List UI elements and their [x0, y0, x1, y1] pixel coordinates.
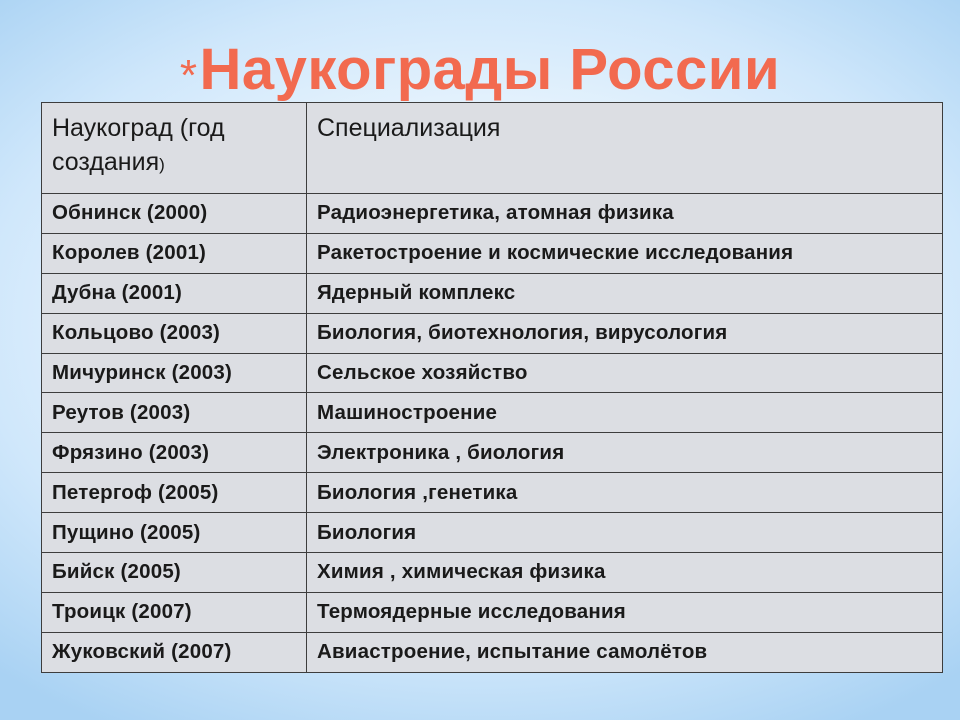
table-row	[42, 592, 943, 632]
header-city-tail: )	[159, 155, 165, 174]
spec-cell: Биология ,генетика	[307, 473, 943, 513]
table-row	[42, 194, 943, 234]
spec-cell: Биология	[307, 513, 943, 553]
spec-cell: Термоядерные исследования	[307, 592, 943, 632]
city-cell: Пущино (2005)	[42, 513, 307, 553]
table-row	[42, 513, 943, 553]
city-cell: Петергоф (2005)	[42, 473, 307, 513]
table-row	[42, 632, 943, 672]
title-text: Наукограды России	[199, 37, 781, 102]
city-cell: Королев (2001)	[42, 233, 307, 273]
city-cell: Кольцово (2003)	[42, 313, 307, 353]
header-specialization: Специализация	[307, 103, 943, 194]
table-row	[42, 433, 943, 473]
title-asterisk: *	[179, 51, 198, 100]
table-row	[42, 273, 943, 313]
city-cell: Фрязино (2003)	[42, 433, 307, 473]
spec-cell: Ракетостроение и космические исследования	[307, 233, 943, 273]
spec-cell: Радиоэнергетика, атомная физика	[307, 194, 943, 234]
spec-cell: Сельское хозяйство	[307, 353, 943, 393]
city-cell: Мичуринск (2003)	[42, 353, 307, 393]
table-row	[42, 473, 943, 513]
city-cell: Обнинск (2000)	[42, 194, 307, 234]
city-cell: Троицк (2007)	[42, 592, 307, 632]
spec-cell: Биология, биотехнология, вирусология	[307, 313, 943, 353]
city-cell: Бийск (2005)	[42, 553, 307, 593]
spec-cell: Машиностроение	[307, 393, 943, 433]
table-row	[42, 553, 943, 593]
table-row	[42, 313, 943, 353]
city-cell: Жуковский (2007)	[42, 632, 307, 672]
spec-cell: Химия , химическая физика	[307, 553, 943, 593]
spec-cell: Авиастроение, испытание самолётов	[307, 632, 943, 672]
slide-title	[0, 30, 960, 110]
city-cell: Реутов (2003)	[42, 393, 307, 433]
table-header-row	[42, 103, 943, 194]
naukograd-table	[41, 102, 943, 673]
city-cell: Дубна (2001)	[42, 273, 307, 313]
table-row	[42, 393, 943, 433]
table-row	[42, 233, 943, 273]
header-city-main: Наукоград (год создания	[52, 114, 225, 176]
table-row	[42, 353, 943, 393]
header-city	[42, 103, 307, 194]
spec-cell: Ядерный комплекс	[307, 273, 943, 313]
spec-cell: Электроника , биология	[307, 433, 943, 473]
